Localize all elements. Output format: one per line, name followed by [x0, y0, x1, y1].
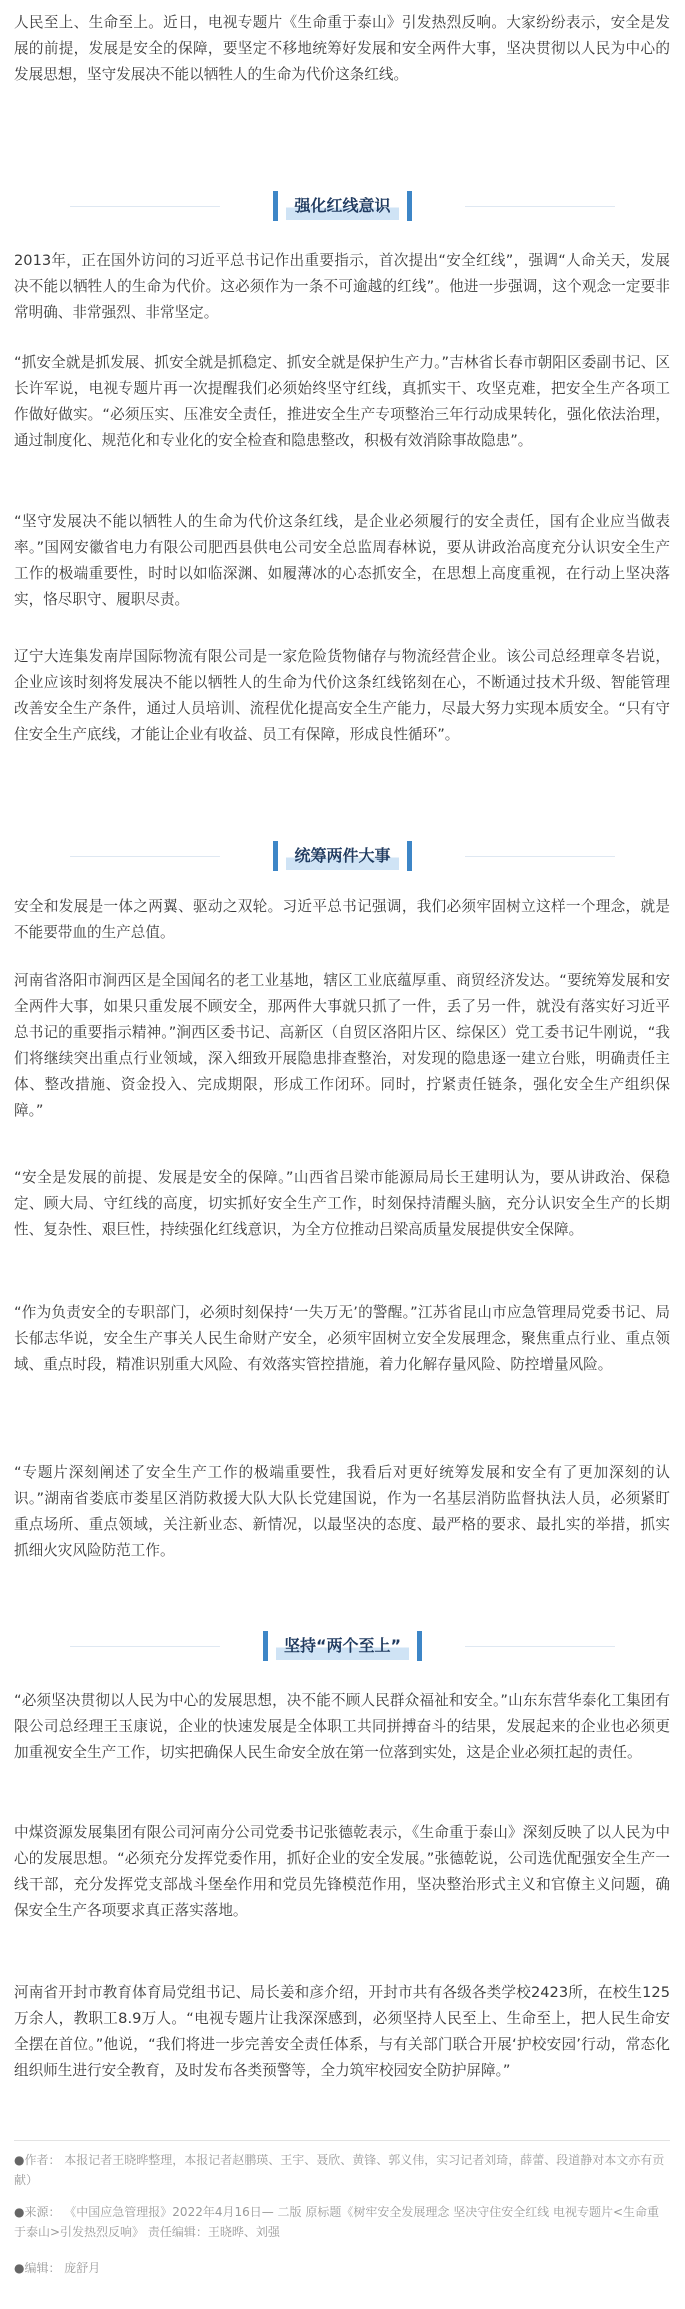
heading-line-left [70, 206, 220, 207]
paragraph: 辽宁大连集发南岸国际物流有限公司是一家危险货物储存与物流经营企业。该公司总经理章冬岩说，企业应该时刻将发展决不能以牺牲人的生命为代价这条红线铭刻在心，不断通过技术升级、智能管理改善安全生产条件，通过人员培训、流程优化提高安全生产能力，尽最大努力实现本质安全。“只有守住安全生产底线，才能让企业有收益、员工有保障，形成良性循环”。 [14, 648, 670, 743]
paragraph: 中煤资源发展集团有限公司河南分公司党委书记张德乾表示，《生命重于泰山》深刻反映了以人民为中心的发展思想。“必须充分发挥党委作用，抓好企业的安全发展。”张德乾说，公司选优配强安全生产一线干部，充分发挥党支部战斗堡垒作用和党员先锋模范作用，坚决整治形式主义和官僚主义问题，确保安全生产各项要求真正落实落地。 [14, 1824, 670, 1919]
heading-bar-icon [417, 1631, 422, 1661]
heading-bar-icon [407, 841, 412, 871]
editor-text: 编辑： 庞舒月 [24, 2261, 101, 2275]
footer-editor [14, 2258, 670, 2278]
bullet-icon: ● [14, 2153, 25, 2167]
heading-line-right [465, 1646, 615, 1647]
section-heading-3 [0, 1630, 685, 1662]
source-text: 来源： 《中国应急管理报》2022年4月16日— 二版 原标题《树牢安全发展理念 坚决守住安全红线 电视专题片<生命重于泰山>引发热烈反响》 责任编辑：王晓晔、刘强 [14, 2205, 660, 2239]
heading-line-right [465, 206, 615, 207]
heading-bar-icon [273, 841, 278, 871]
footer-divider [14, 2140, 670, 2141]
heading-bar-icon [263, 1631, 268, 1661]
paragraph: 河南省开封市教育体育局党组书记、局长姜和彦介绍，开封市共有各级各类学校2423所，在校生125万余人，教职工8.9万人。“电视专题片让我深深感到，必须坚持人民至上、生命至上，把人民生命安全摆在首位。”他说，“我们将进一步完善安全责任体系，与有关部门联合开展‘护校安园’行动，常态化组织师生进行安全教育，及时发布各类预警等，全力筑牢校园安全防护屏障。” [14, 1984, 670, 2079]
heading-box [267, 842, 417, 870]
heading-text: 统筹两件大事 [286, 842, 398, 870]
paragraph: “坚守发展决不能以牺牲人的生命为代价这条红线，是企业必须履行的安全责任，国有企业应当做表率。”国网安徽省电力有限公司肥西县供电公司安全总监周春林说，要从讲政治高度充分认识安全生产工作的极端重要性，时时以如临深渊、如履薄冰的心态抓安全，在思想上高度重视，在行动上坚决落实，恪尽职守、履职尽责。 [14, 513, 670, 608]
footer-author [14, 2150, 670, 2190]
heading-box [267, 192, 417, 220]
paragraph: 安全和发展是一体之两翼、驱动之双轮。习近平总书记强调，我们必须牢固树立这样一个理念，就是不能要带血的生产总值。 [14, 898, 670, 941]
heading-text: 强化红线意识 [286, 192, 398, 220]
author-text: 作者： 本报记者王晓晔整理，本报记者赵鹏瑛、王宇、聂欣、黄锋、郭义伟，实习记者刘琦，薛蕾、段道静对本文亦有贡献） [14, 2153, 665, 2187]
heading-box [257, 1632, 428, 1660]
footer-source [14, 2202, 670, 2242]
paragraph: “专题片深刻阐述了安全生产工作的极端重要性，我看后对更好统筹发展和安全有了更加深刻的认识。”湖南省娄底市娄星区消防救援大队大队长党建国说，作为一名基层消防监督执法人员，必须紧盯重点场所、重点领域，关注新业态、新情况，以最坚决的态度、最严格的要求、最扎实的举措，抓实抓细火灾风险防范工作。 [14, 1464, 670, 1559]
paragraph-intro: 人民至上、生命至上。近日，电视专题片《生命重于泰山》引发热烈反响。大家纷纷表示，安全是发展的前提，发展是安全的保障，要坚定不移地统筹好发展和安全两件大事，坚决贯彻以人民为中心的发展思想，坚守发展决不能以牺牲人的生命为代价这条红线。 [14, 14, 670, 83]
heading-line-right [465, 856, 615, 857]
heading-text: 坚持“两个至上” [276, 1632, 409, 1660]
heading-line-left [70, 856, 220, 857]
paragraph: “抓安全就是抓发展、抓安全就是抓稳定、抓安全就是保护生产力。”吉林省长春市朝阳区委副书记、区长许军说，电视专题片再一次提醒我们必须始终坚守红线，真抓实干、攻坚克难，把安全生产各项工作做好做实。“必须压实、压准安全责任，推进安全生产专项整治三年行动成果转化，强化依法治理，通过制度化、规范化和专业化的安全检查和隐患整改，积极有效消除事故隐患”。 [14, 354, 670, 449]
heading-line-left [70, 1646, 220, 1647]
paragraph: “安全是发展的前提、发展是安全的保障。”山西省吕梁市能源局局长王建明认为，要从讲政治、保稳定、顾大局、守红线的高度，切实抓好安全生产工作，时刻保持清醒头脑，充分认识安全生产的长期性、复杂性、艰巨性，持续强化红线意识，为全方位推动吕梁高质量发展提供安全保障。 [14, 1169, 670, 1238]
paragraph: “必须坚决贯彻以人民为中心的发展思想，决不能不顾人民群众福祉和安全。”山东东营华泰化工集团有限公司总经理王玉康说，企业的快速发展是全体职工共同拼搏奋斗的结果，发展起来的企业也必须更加重视安全生产工作，切实把确保人民生命安全放在第一位落到实处，这是企业必须扛起的责任。 [14, 1692, 670, 1761]
heading-bar-icon [407, 191, 412, 221]
paragraph: “作为负责安全的专职部门，必须时刻保持‘一失万无’的警醒。”江苏省昆山市应急管理局党委书记、局长郁志华说，安全生产事关人民生命财产安全，必须牢固树立安全发展理念，聚焦重点行业、重点领域、重点时段，精准识别重大风险、有效落实管控措施，着力化解存量风险、防控增量风险。 [14, 1304, 670, 1373]
paragraph: 河南省洛阳市涧西区是全国闻名的老工业基地，辖区工业底蕴厚重、商贸经济发达。“要统筹发展和安全两件大事，如果只重发展不顾安全，那两件大事就只抓了一件，丢了另一件，就没有落实好习近平总书记的重要指示精神。”涧西区委书记、高新区（自贸区洛阳片区、综保区）党工委书记牛刚说，“我们将继续突出重点行业领域，深入细致开展隐患排查整治，对发现的隐患逐一建立台账，明确责任主体、整改措施、资金投入、完成期限，形成工作闭环。同时，拧紧责任链条，强化安全生产组织保障。” [14, 972, 670, 1119]
bullet-icon: ● [14, 2261, 25, 2275]
section-heading-2 [0, 840, 685, 872]
paragraph: 2013年，正在国外访问的习近平总书记作出重要指示，首次提出“安全红线”，强调“人命关天，发展决不能以牺牲人的生命为代价。这必须作为一条不可逾越的红线”。他进一步强调，这个观念一定要非常明确、非常强烈、非常坚定。 [14, 252, 670, 321]
bullet-icon: ● [14, 2205, 25, 2219]
section-heading-1 [0, 190, 685, 222]
heading-bar-icon [273, 191, 278, 221]
